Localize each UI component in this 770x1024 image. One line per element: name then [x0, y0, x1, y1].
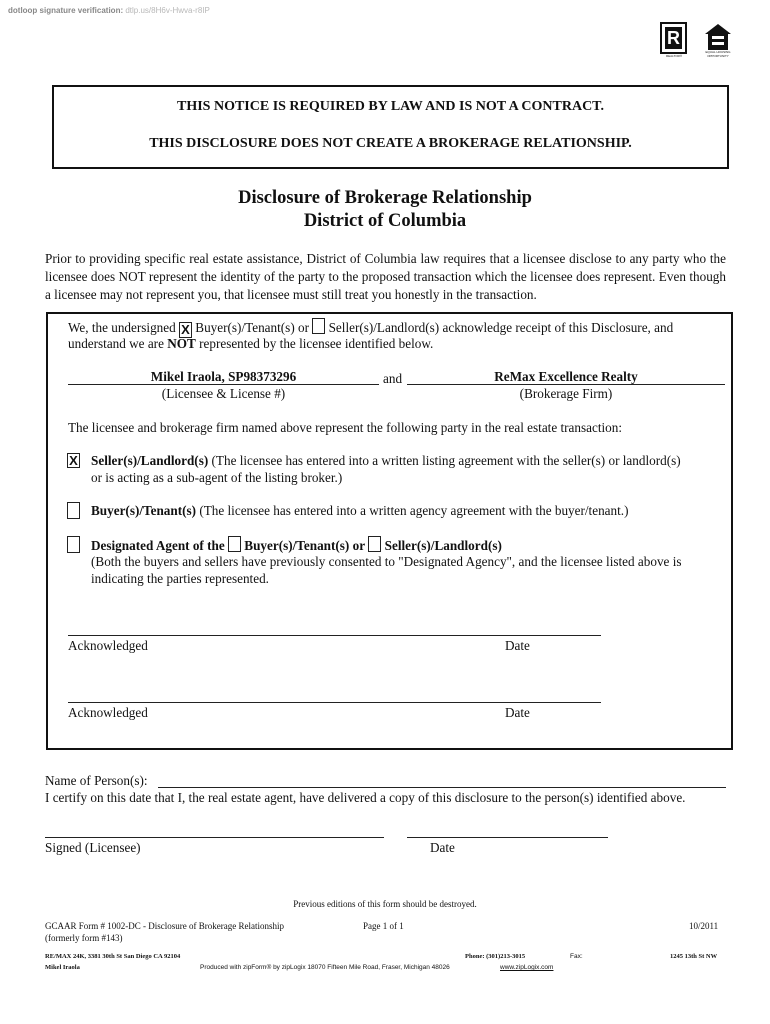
- designated-seller-label: Seller(s)/Landlord(s): [384, 538, 502, 553]
- represent-statement: The licensee and brokerage firm named above represent the following party in the real estate transaction:: [68, 420, 623, 435]
- realtor-r-icon: R: [667, 28, 680, 48]
- acknowledged-signature-line-2[interactable]: [68, 702, 601, 703]
- ziplogix-link[interactable]: www.zipLogix.com: [500, 964, 554, 971]
- and-text: and: [383, 371, 403, 386]
- document-subtitle: District of Columbia: [303, 211, 467, 231]
- acknowledged-label-2: Acknowledged: [68, 705, 148, 720]
- ack-not: NOT: [167, 336, 196, 351]
- date-label-1: Date: [505, 638, 530, 653]
- persons-field[interactable]: [158, 787, 726, 788]
- licensee-caption: (Licensee & License #): [161, 386, 286, 401]
- option-buyer-desc: (The licensee has entered into a written agency agreement with the buyer/tenant.): [199, 503, 629, 518]
- date-label-2: Date: [505, 705, 530, 720]
- firm-caption: (Brokerage Firm): [519, 386, 613, 401]
- ack-buyer-label: Buyer(s)/Tenant(s) or: [195, 320, 309, 335]
- option-seller-desc-2: or is acting as a sub-agent of the listing broker.): [91, 470, 343, 485]
- revision-date: 10/2011: [689, 921, 719, 931]
- verification-link[interactable]: dtlp.us/8H6v-Hwva-r8IP: [125, 6, 210, 15]
- document-title: Disclosure of Brokerage Relationship: [238, 188, 532, 208]
- option-buyer-label: Buyer(s)/Tenant(s): [91, 503, 197, 518]
- form-number: GCAAR Form # 1002-DC - Disclosure of Brokerage Relationship: [45, 921, 284, 931]
- fax: Fax:: [570, 953, 583, 960]
- zipform-credit: Produced with zipForm® by zipLogix 18070 Fifteen Mile Road, Fraser, Michigan 48026: [200, 964, 450, 971]
- option-buyer-text: [91, 502, 628, 520]
- option-designated-checkbox[interactable]: [67, 536, 80, 553]
- designated-buyer-label: Buyer(s)/Tenant(s) or: [244, 538, 366, 553]
- option-seller-checkbox[interactable]: X: [67, 453, 80, 468]
- notice-line-1: THIS NOTICE IS REQUIRED BY LAW AND IS NOT A CONTRACT.: [177, 99, 604, 114]
- property-address: 1245 13th St NW: [670, 953, 718, 960]
- option-seller-label: Seller(s)/Landlord(s): [91, 453, 209, 468]
- acknowledged-signature-line-1[interactable]: [68, 635, 601, 636]
- licensee-date-line[interactable]: [407, 837, 608, 838]
- previous-editions-note: Previous editions of this form should be destroyed.: [293, 899, 477, 909]
- ack-line2-pre: understand we are: [68, 336, 164, 351]
- realtor-logo-caption: REALTOR®: [665, 54, 683, 58]
- licensee-date-label: Date: [430, 840, 455, 855]
- page-number: Page 1 of 1: [363, 921, 404, 931]
- option-designated-text: [91, 536, 502, 555]
- realtor-logo: [660, 22, 687, 54]
- phone: Phone: (301)213-3015: [465, 953, 526, 960]
- ack-seller-label: Seller(s)/Landlord(s) acknowledge receipt of this Disclosure, and: [328, 320, 674, 335]
- ack-line2-post: represented by the licensee identified below.: [199, 336, 434, 351]
- option-buyer-checkbox[interactable]: [67, 502, 80, 519]
- equal-housing-caption: EQUAL HOUSING OPPORTUNITY: [705, 50, 731, 58]
- signature-verification: [8, 6, 210, 15]
- verification-label: dotloop signature verification:: [8, 6, 124, 15]
- option-designated-desc-2: indicating the parties represented.: [91, 571, 269, 586]
- formerly-form: (formerly form #143): [45, 933, 123, 943]
- licensee-signature-line[interactable]: [45, 837, 384, 838]
- buyer-tenant-checkbox[interactable]: X: [179, 322, 192, 338]
- notice-box: [52, 85, 729, 169]
- acknowledgement-line-2: [68, 335, 433, 353]
- designated-buyer-checkbox[interactable]: [228, 536, 241, 552]
- acknowledged-label-1: Acknowledged: [68, 638, 148, 653]
- notice-line-2: THIS DISCLOSURE DOES NOT CREATE A BROKERAGE RELATIONSHIP.: [149, 136, 632, 151]
- brokerage-firm-field[interactable]: ReMax Excellence Realty: [494, 369, 638, 384]
- certify-statement: I certify on this date that I, the real estate agent, have delivered a copy of this disclosure to the person(s) identified above.: [45, 790, 686, 805]
- agent-name: Mikel Iraola: [45, 964, 80, 971]
- option-seller-text: [91, 452, 726, 470]
- office-address: RE/MAX 24K, 3381 30th St San Diego CA 92104: [45, 953, 181, 960]
- licensee-name-field[interactable]: Mikel Iraola, SP98373296: [150, 369, 297, 384]
- ack-pre: We, the undersigned: [68, 320, 176, 335]
- option-designated-label: Designated Agent of the: [91, 538, 225, 553]
- seller-landlord-checkbox[interactable]: [312, 318, 325, 334]
- option-designated-desc: (Both the buyers and sellers have previously consented to "Designated Agency", and the licensee listed above is: [91, 554, 682, 569]
- designated-seller-checkbox[interactable]: [368, 536, 381, 552]
- persons-label: Name of Person(s):: [45, 773, 148, 788]
- signed-licensee-label: Signed (Licensee): [45, 840, 141, 855]
- option-seller-desc: (The licensee has entered into a written listing agreement with the seller(s) or landlord(s): [211, 453, 681, 468]
- intro-paragraph: Prior to providing specific real estate assistance, District of Columbia law requires that a licensee disclose to any party who the licensee does NOT represent the identity of the party to the proposed transaction which the licensee does represent. Even though a licensee may not represent you, that licensee must still treat you honestly in the transaction.: [45, 251, 726, 302]
